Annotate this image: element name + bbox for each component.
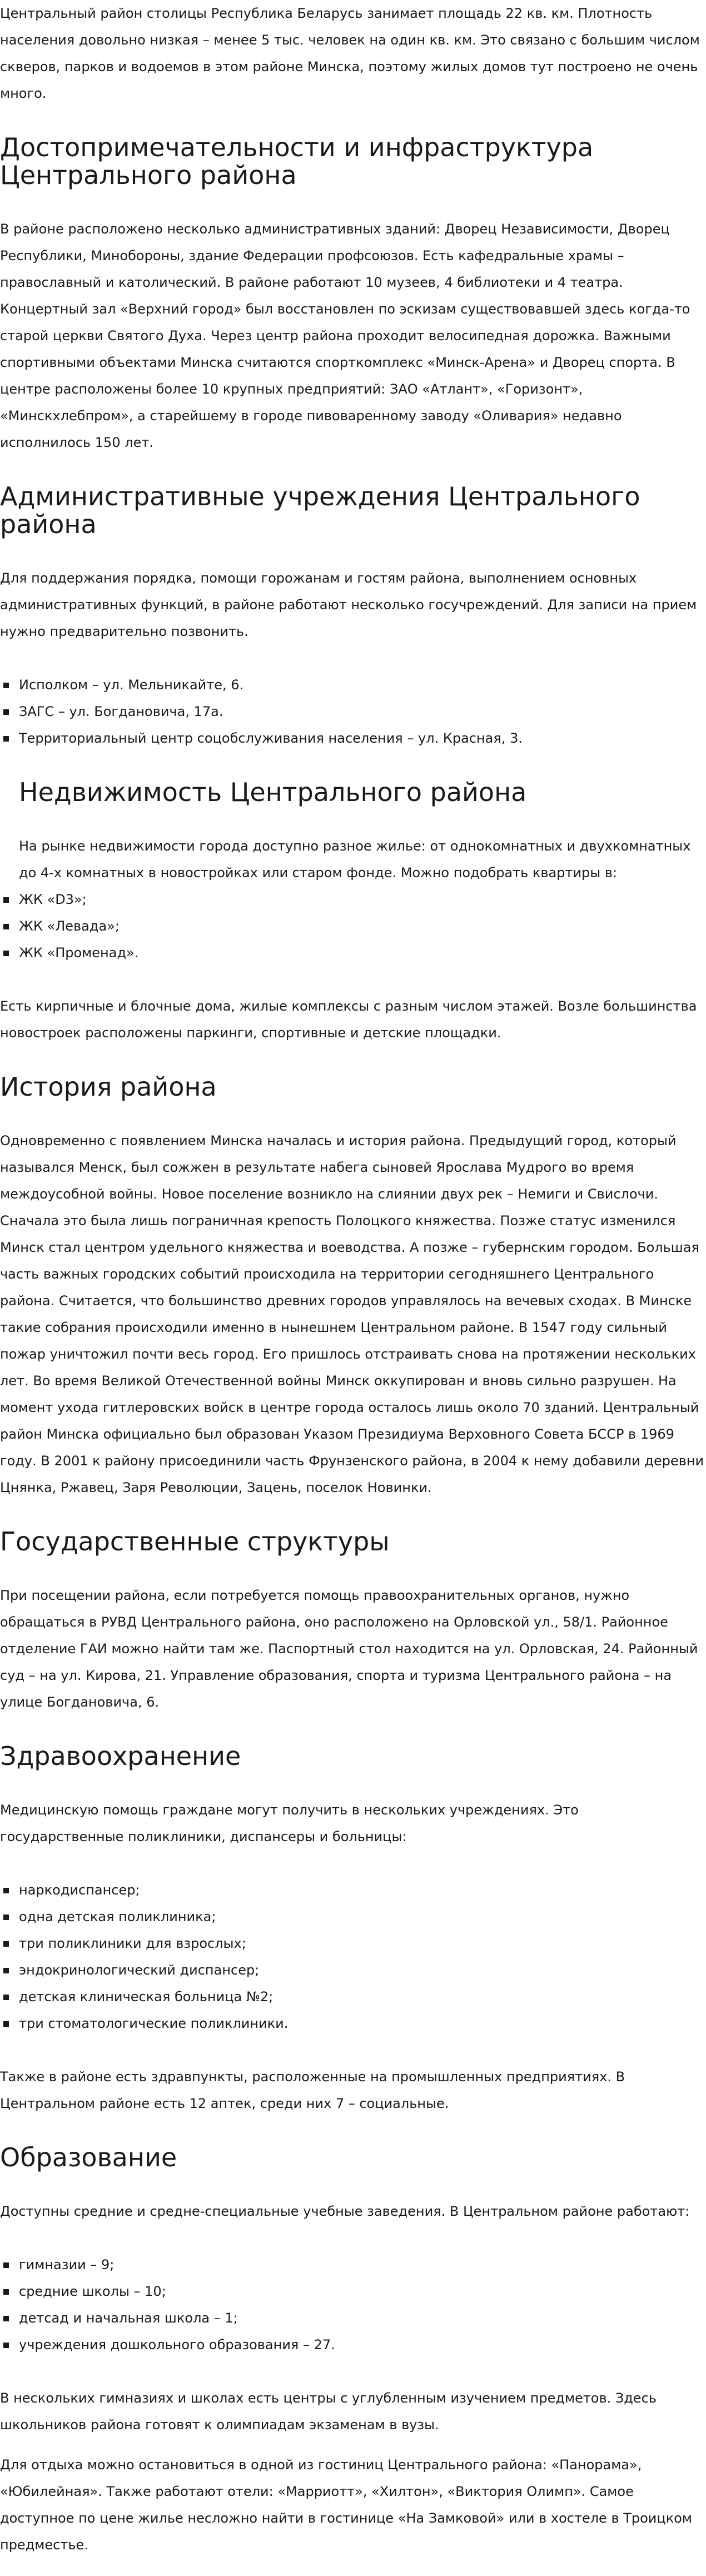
list-item: три поликлиники для взрослых; xyxy=(0,1930,706,1957)
section-title-gov: Государственные структуры xyxy=(0,1526,390,1556)
hotels-paragraph: Для отдыха можно остановиться в одной из гостиниц Центрального района: «Панорама», «Юбилейная». Также работают отели: «Марриотт», «Хилтон», «Виктория Олимп». Самое доступное по цене жилье несложно найти в гостинице «На Замковой» или в хостеле в Троицком предместье. xyxy=(0,2457,693,2553)
section-title-sights: Достопримечательности и инфраструктура Центрального района xyxy=(0,132,594,190)
education-paragraph: Доступны средние и средне-специальные учебные заведения. В Центральном районе работают: xyxy=(0,2204,690,2219)
list-item: средние школы – 10; xyxy=(0,2278,706,2305)
admin-paragraph: Для поддержания порядка, помощи горожанам и гостям района, выполнением основных административных функций, в районе работают несколько госучреждений. Для записи на прием нужно предварительно позвонить. xyxy=(0,570,697,639)
list-item: три стоматологические поликлиники. xyxy=(0,2010,706,2037)
section-title-health: Здравоохранение xyxy=(0,1741,241,1771)
history-paragraph: Одновременно с появлением Минска началась и история района. Предыдущий город, который назывался Менск, был сожжен в результате набега сыновей Ярослава Мудрого во время междоусобной войны. Новое поселение возникло на слиянии двух рек – Немиги и Свислочи. Сначала это была лишь пограничная крепость Полоцкого княжества. Позже статус изменился Минск стал центром удельного княжества и воеводства. А позже – губернским городом. Большая часть важных городских событий происходила на территории сегодняшнего Центрального района. Считается, что большинство древних городов управлялось на вечевых сходах. В Минске такие собрания происходили именно в нынешнем Центральном районе. В 1547 году сильный пожар уничтожил почти весь город. Его пришлось отстраивать снова на протяжении нескольких лет. Во время Великой Отечественной войны Минск оккупирован и вновь сильно разрушен. На момент ухода гитлеровских войск в центре города осталось лишь около 70 зданий. Центральный район Минска официально был образован Указом Президиума Верховного Совета БССР в 1969 году. В 2001 к району присоединили часть Фрунзенского района, в 2004 к нему добавили деревни Цнянка, Ржавец, Заря Революции, Зацень, поселок Новинки. xyxy=(0,1133,704,1495)
health-paragraph: Медицинскую помощь граждане могут получить в нескольких учреждениях. Это государственные поликлиники, диспансеры и больницы: xyxy=(0,1802,579,1844)
list-item: ЖК «Променад». xyxy=(0,939,706,966)
list-item: ЖК «Левада»; xyxy=(0,913,706,939)
gov-paragraph: При посещении района, если потребуется помощь правоохранительных органов, нужно обращаться в РУВД Центрального района, оно расположено на Орловской ул., 58/1. Районное отделение ГАИ можно найти там же. Паспортный стол находится на ул. Орловская, 24. Районный суд – на ул. Кирова, 21. Управление образования, спорта и туризма Центрального района – на улице Богдановича, 6. xyxy=(0,1588,698,1710)
list-item: детская клиническая больница №2; xyxy=(0,1983,706,2010)
health-after-paragraph: Также в районе есть здравпункты, расположенные на промышленных предприятиях. В Центральном районе есть 12 аптек, среди них 7 – социальные. xyxy=(0,2069,625,2111)
section-title-admin: Административные учреждения Центрального района xyxy=(0,481,640,539)
admin-list xyxy=(0,672,706,752)
list-item: ЖК «D3»; xyxy=(0,886,706,913)
section-title-history: История района xyxy=(0,1072,217,1102)
list-item: Исполком – ул. Мельникайте, 6. xyxy=(0,672,706,698)
list-item: одна детская поликлиника; xyxy=(0,1903,706,1930)
list-item: детсад и начальная школа – 1; xyxy=(0,2305,706,2331)
education-list xyxy=(0,2251,706,2358)
realty-after-paragraph: Есть кирпичные и блочные дома, жилые комплексы с разным числом этажей. Возле большинства новостроек расположены паркинги, спортивные и детские площадки. xyxy=(0,998,697,1041)
realty-block xyxy=(0,778,706,966)
education-after-paragraph: В нескольких гимназиях и школах есть центры с углубленным изучением предметов. Здесь школьников района готовят к олимпиадам экзаменам в вузы. xyxy=(0,2390,657,2433)
list-item: учреждения дошкольного образования – 27. xyxy=(0,2331,706,2358)
sights-paragraph: В районе расположено несколько административных зданий: Дворец Независимости, Дворец Республики, Минобороны, здание Федерации профсоюзов. Есть кафедральные храмы – православный и католический. В районе работают 10 музеев, 4 библиотеки и 4 театра. Концертный зал «Верхний город» был восстановлен по эскизам существовавшей здесь когда-то старой церкви Святого Духа. Через центр района проходит велосипедная дорожка. Важными спортивными объектами Минска считаются спорткомплекс «Минск-Арена» и Дворец спорта. В центре расположены более 10 крупных предприятий: ЗАО «Атлант», «Горизонт», «Минскхлебпром», а старейшему в городе пивоваренному заводу «Оливария» недавно исполнилось 150 лет. xyxy=(0,221,690,450)
realty-list xyxy=(0,886,706,966)
section-title-realty: Недвижимость Центрального района xyxy=(19,777,527,807)
list-item: гимназии – 9; xyxy=(0,2251,706,2278)
list-item: Территориальный центр соцобслуживания населения – ул. Красная, 3. xyxy=(0,725,706,752)
realty-paragraph: На рынке недвижимости города доступно разное жилье: от однокомнатных и двухкомнатных до 4-х комнатных в новостройках или старом фонде. Можно подобрать квартиры в: xyxy=(19,838,691,881)
list-item: эндокринологический диспансер; xyxy=(0,1957,706,1983)
section-title-education: Образование xyxy=(0,2142,177,2172)
list-item: ЗАГС – ул. Богдановича, 17а. xyxy=(0,698,706,725)
list-item: наркодиспансер; xyxy=(0,1877,706,1903)
intro-paragraph: Центральный район столицы Республика Беларусь занимает площадь 22 кв. км. Плотность населения довольно низкая – менее 5 тыс. человек на один кв. км. Это связано с большим числом скверов, парков и водоемов в этом районе Минска, поэтому жилых домов тут построено не очень много. xyxy=(0,6,700,101)
health-list xyxy=(0,1877,706,2037)
